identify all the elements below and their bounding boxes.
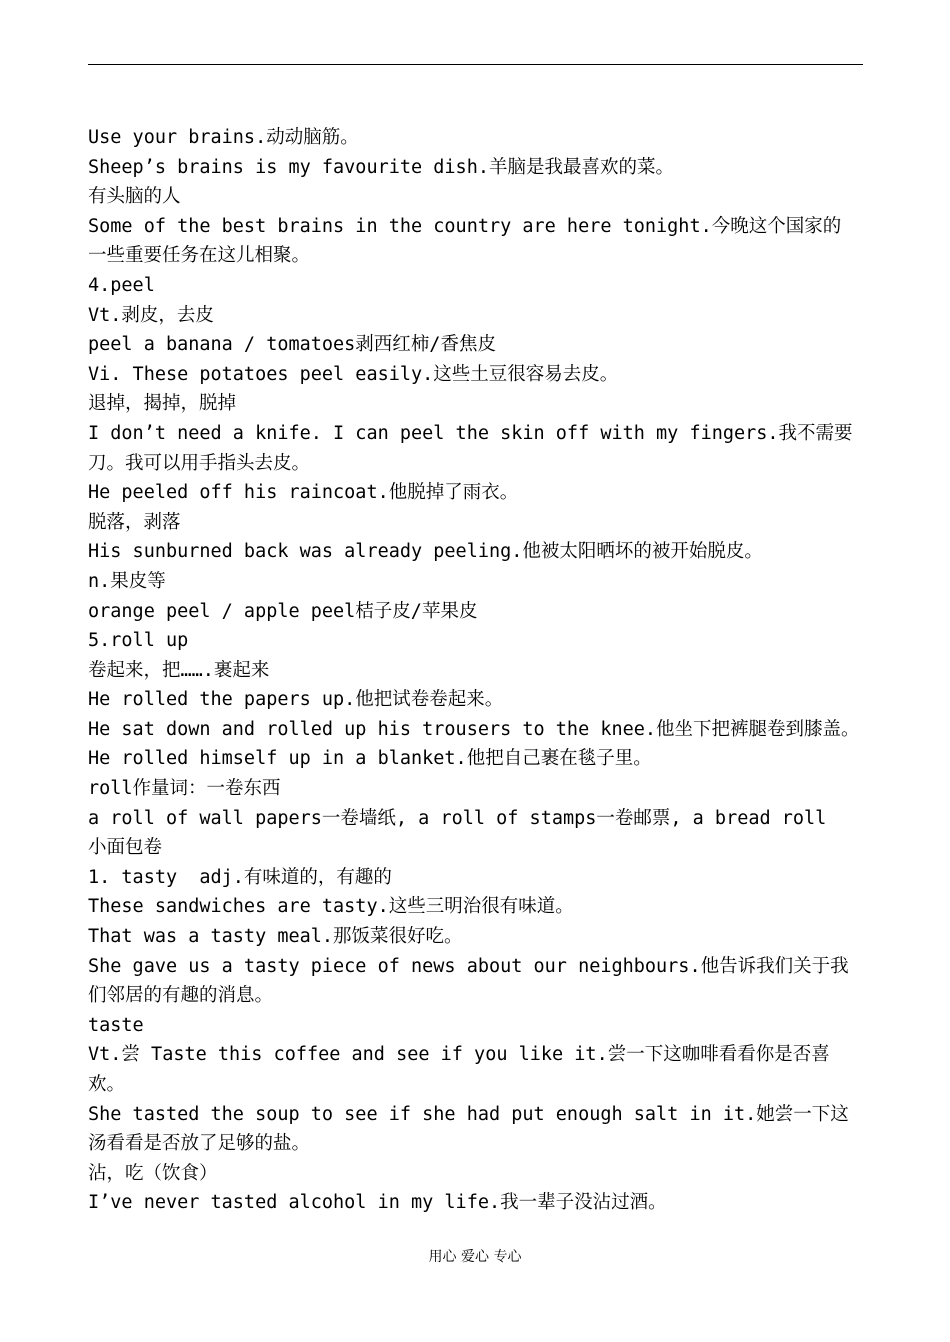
text-line: These sandwiches are tasty.这些三明治很有味道。 [88, 896, 574, 918]
text-line: He sat down and rolled up his trousers to the knee.他坐下把裤腿卷到膝盖。 [88, 718, 860, 740]
text-line: His sunburned back was already peeling.他被太阳晒坏的被开始脱皮。 [88, 541, 763, 563]
text-line: Some of the best brains in the country are here tonight.今晚这个国家的 [88, 215, 842, 237]
document-body [88, 123, 868, 1218]
text-line: I’ve never tasted alcohol in my life.我一辈子没沾过酒。 [88, 1192, 667, 1214]
section-heading: 5.roll up [88, 630, 189, 652]
text-line: That was a tasty meal.那饭菜很好吃。 [88, 926, 463, 948]
text-line: He rolled the papers up.他把试卷卷起来。 [88, 689, 504, 711]
text-line: 们邻居的有趣的消息。 [88, 985, 274, 1007]
text-line: Vi. These potatoes peel easily.这些土豆很容易去皮。 [88, 363, 619, 385]
section-heading: 1. tasty adj.有味道的，有趣的 [88, 866, 392, 888]
page-footer: 用心 爱心 专心 [428, 1249, 522, 1265]
text-line: 刀。我可以用手指头去皮。 [88, 452, 311, 474]
text-line: 小面包卷 [88, 837, 163, 859]
text-line: 汤看看是否放了足够的盐。 [88, 1133, 311, 1155]
text-line: Vt.尝 Taste this coffee and see if you like it.尝一下这咖啡看看你是否喜 [88, 1044, 830, 1066]
text-line: roll作量词：一卷东西 [88, 778, 281, 800]
text-line: 脱落，剥落 [88, 511, 181, 533]
text-line: Use your brains.动动脑筋。 [88, 127, 359, 148]
section-heading: 4.peel [88, 274, 155, 296]
text-line: 退掉，揭掉，脱掉 [88, 393, 237, 415]
text-line: She tasted the soup to see if she had put enough salt in it.她尝一下这 [88, 1103, 849, 1125]
text-line: n.果皮等 [88, 570, 166, 592]
text-line: He peeled off his raincoat.他脱掉了雨衣。 [88, 482, 519, 504]
text-line: Vt.剥皮，去皮 [88, 304, 214, 326]
text-line: 有头脑的人 [88, 186, 181, 208]
text-line: He rolled himself up in a blanket.他把自己裹在毯子里。 [88, 748, 652, 770]
text-line: Sheep’s brains is my favourite dish.羊脑是我最喜欢的菜。 [88, 156, 674, 178]
text-line: 一些重要任务在这儿相聚。 [88, 245, 311, 267]
text-line: peel a banana / tomatoes剥西红柿/香焦皮 [88, 334, 496, 356]
text-line: 沾，吃（饮食） [88, 1162, 218, 1184]
text-line: orange peel / apple peel桔子皮/苹果皮 [88, 600, 478, 622]
text-line: 欢。 [88, 1074, 126, 1095]
text-line: taste [88, 1014, 144, 1036]
header-rule [88, 64, 863, 65]
text-line: a roll of wall papers一卷墙纸, a roll of stamps一卷邮票, a bread roll [88, 807, 827, 829]
text-line: I don’t need a knife. I can peel the skin off with my fingers.我不需要 [88, 422, 853, 444]
text-line: 卷起来，把…….裹起来 [88, 659, 270, 681]
text-line: She gave us a tasty piece of news about our neighbours.他告诉我们关于我 [88, 955, 849, 977]
